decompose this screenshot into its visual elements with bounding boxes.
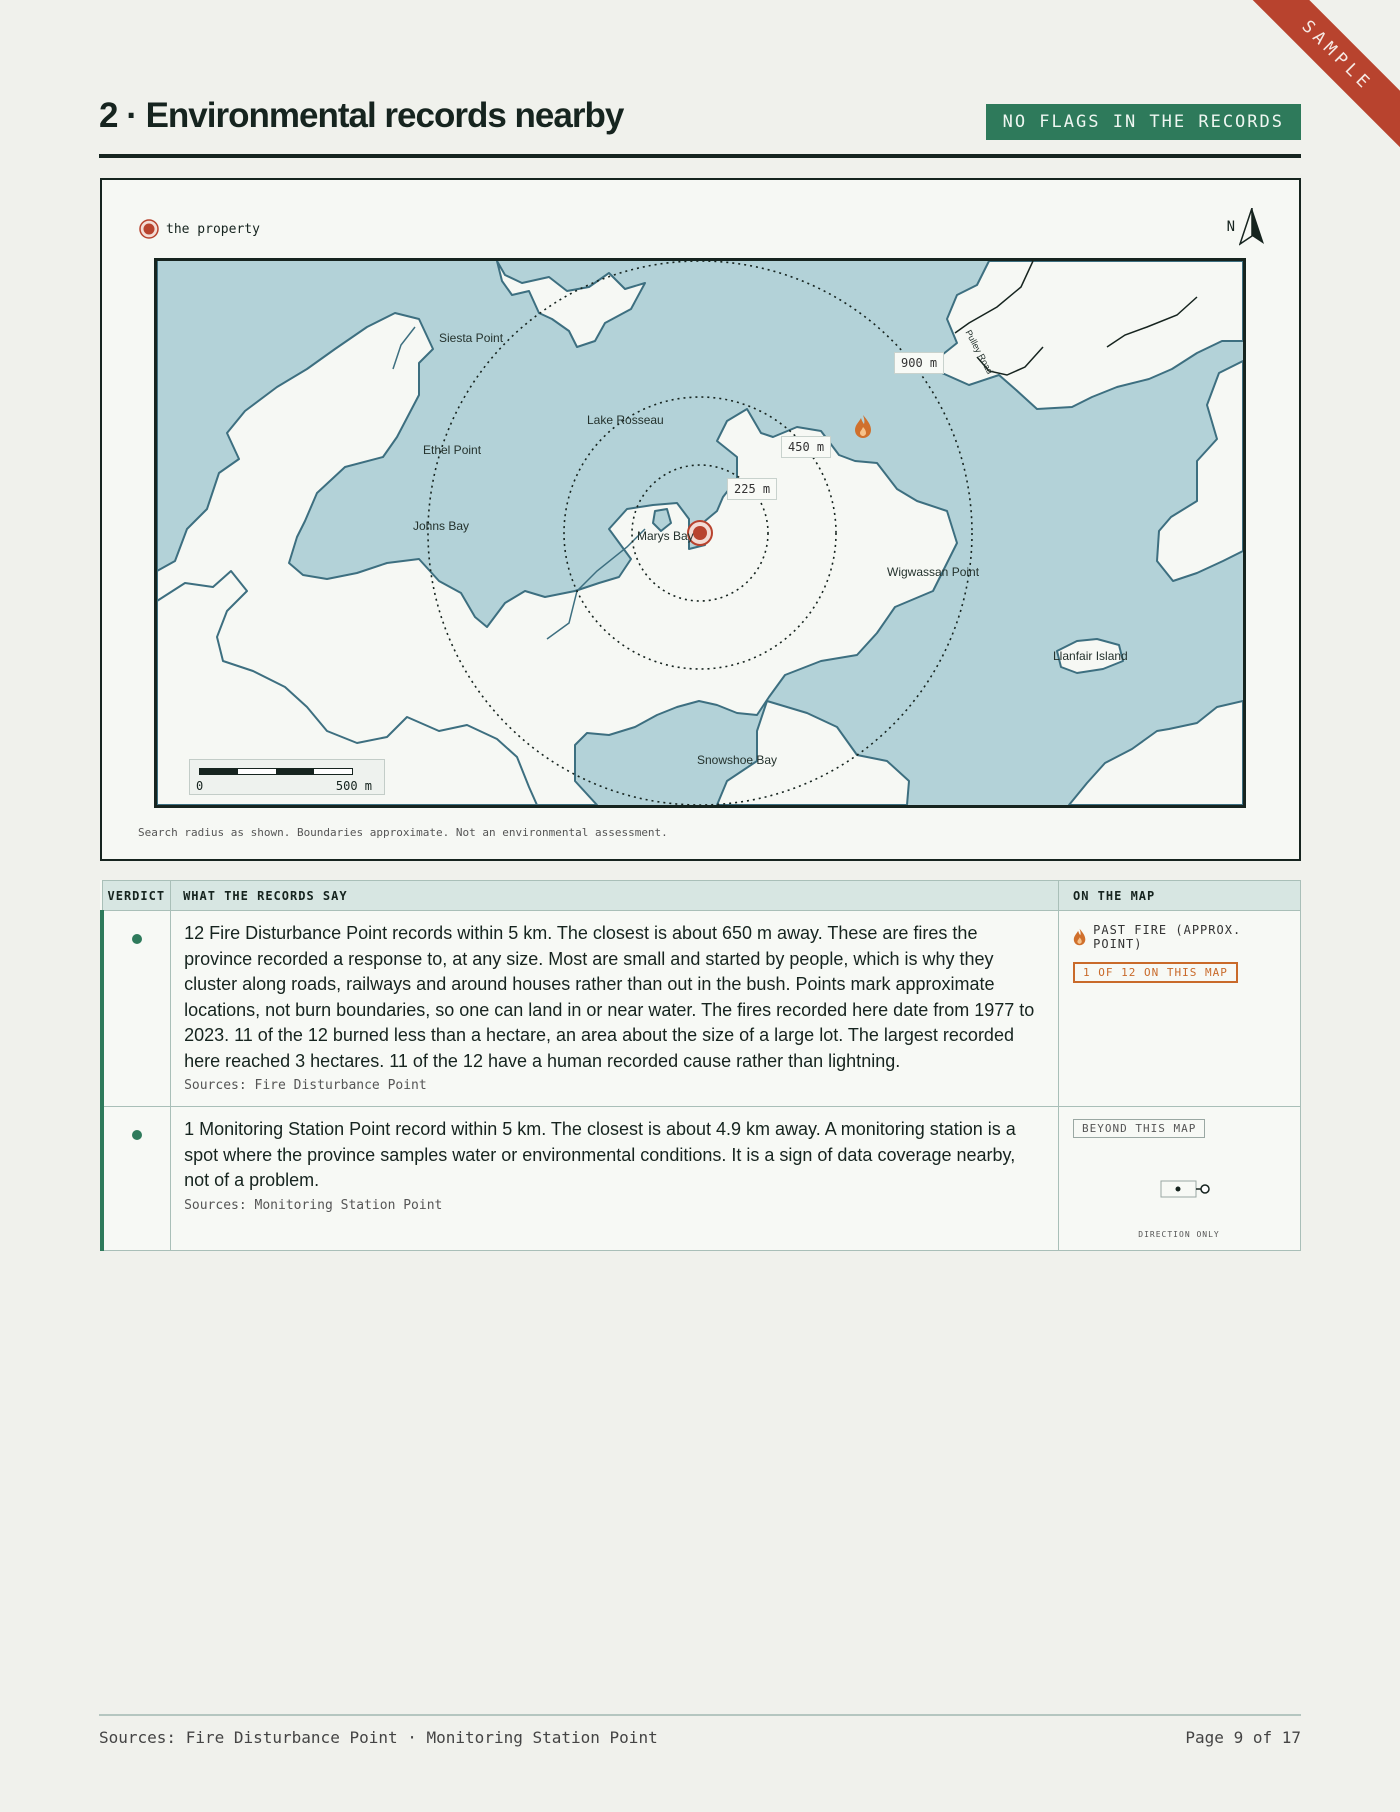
- scale-end: 500 m: [335, 779, 372, 793]
- map-panel: [100, 178, 1301, 861]
- map-view[interactable]: [154, 258, 1246, 808]
- records-table: [100, 880, 1301, 1251]
- section-header: [99, 96, 1301, 158]
- radius-label-225: 225 m: [727, 478, 777, 500]
- place-siesta-point: Siesta Point: [439, 331, 504, 345]
- verdict-cell: [102, 1107, 171, 1251]
- sample-ribbon-label: SAMPLE: [1240, 0, 1400, 159]
- map-note: Search radius as shown. Boundaries approximate. Not an environmental assessment.: [138, 826, 668, 839]
- scale-bar: [189, 759, 385, 795]
- verdict-dot-icon: [132, 934, 142, 944]
- place-marys-bay: Marys Bay: [637, 529, 694, 543]
- verdict-dot-icon: [132, 1130, 142, 1140]
- land-east: [1069, 701, 1243, 805]
- map-cell: [1059, 911, 1301, 1107]
- fire-marker-icon: [855, 415, 871, 438]
- header-verdict: VERDICT: [102, 881, 171, 911]
- property-marker-icon: [138, 218, 160, 240]
- page-number: Page 9 of 17: [1185, 1728, 1301, 1747]
- place-ethel-point: Ethel Point: [423, 443, 482, 457]
- record-sources: Sources: Monitoring Station Point: [184, 1197, 443, 1213]
- scale-zero: 0: [196, 779, 204, 793]
- footer-sources: Sources: Fire Disturbance Point · Monitoring Station Point: [99, 1728, 658, 1747]
- table-row: [102, 1107, 1301, 1251]
- page-title: 2 · Environmental records nearby: [99, 96, 624, 135]
- direction-label: DIRECTION ONLY: [1138, 1230, 1220, 1239]
- beyond-map-chip: BEYOND THIS MAP: [1073, 1119, 1205, 1138]
- page-footer: [99, 1714, 1301, 1747]
- fire-icon: [1073, 928, 1086, 946]
- place-lake-rosseau: Lake Rosseau: [587, 413, 664, 427]
- place-llanfair-island: Llanfair Island: [1053, 649, 1128, 663]
- land-east-headland: [1157, 361, 1243, 581]
- record-sources: Sources: Fire Disturbance Point: [184, 1078, 427, 1093]
- map-cell: [1059, 1107, 1301, 1251]
- north-arrow: [1227, 208, 1265, 246]
- header-map: ON THE MAP: [1059, 881, 1301, 911]
- north-arrow-icon: [1239, 208, 1265, 246]
- radius-label-450: 450 m: [781, 436, 831, 458]
- map-count-chip: 1 OF 12 ON THIS MAP: [1073, 962, 1238, 983]
- place-snowshoe-bay: Snowshoe Bay: [697, 753, 778, 767]
- place-johns-bay: Johns Bay: [413, 519, 470, 533]
- status-badge: NO FLAGS IN THE RECORDS: [986, 104, 1301, 140]
- table-header-row: [102, 881, 1301, 911]
- fire-legend-label: PAST FIRE (APPROX. POINT): [1093, 923, 1242, 951]
- record-text: 12 Fire Disturbance Point records within 5 km. The closest is about 650 m away. These are fires the province recorded a response to, at any size. Most are small and started by people, which is why they cluster along roads, railways and around houses rather than out in the bush. Points mark approximate locations, not burn boundaries, so one can land in or near water. The fires recorded here date from 1977 to 2023. 11 of the 12 burned less than a hectare, an area about the size of a large lot. The largest recorded here reached 3 hectares. 11 of the 12 have a human recorded cause rather than lightning.: [184, 923, 1035, 1071]
- land-northeast: [937, 261, 1243, 409]
- direction-icon: [1160, 1179, 1212, 1199]
- road-label: Pulley Road: [963, 328, 996, 376]
- verdict-cell: [102, 911, 171, 1107]
- legend-label: the property: [166, 221, 260, 237]
- record-text: 1 Monitoring Station Point record within 5 km. The closest is about 4.9 km away. A monitoring station is a spot where the province samples water or environmental conditions. It is a sign of data coverage nearby, not of a problem.: [184, 1119, 1016, 1190]
- land-north: [497, 261, 645, 347]
- map-legend: [138, 218, 260, 240]
- radius-label-900: 900 m: [894, 352, 944, 374]
- place-wigwassan-point: Wigwassan Point: [887, 565, 980, 579]
- north-label: N: [1226, 219, 1235, 235]
- map-canvas: [157, 261, 1243, 805]
- header-records: WHAT THE RECORDS SAY: [171, 881, 1059, 911]
- record-text-cell: [171, 911, 1059, 1107]
- table-row: [102, 911, 1301, 1107]
- fire-legend: [1073, 923, 1286, 951]
- record-text-cell: [171, 1107, 1059, 1251]
